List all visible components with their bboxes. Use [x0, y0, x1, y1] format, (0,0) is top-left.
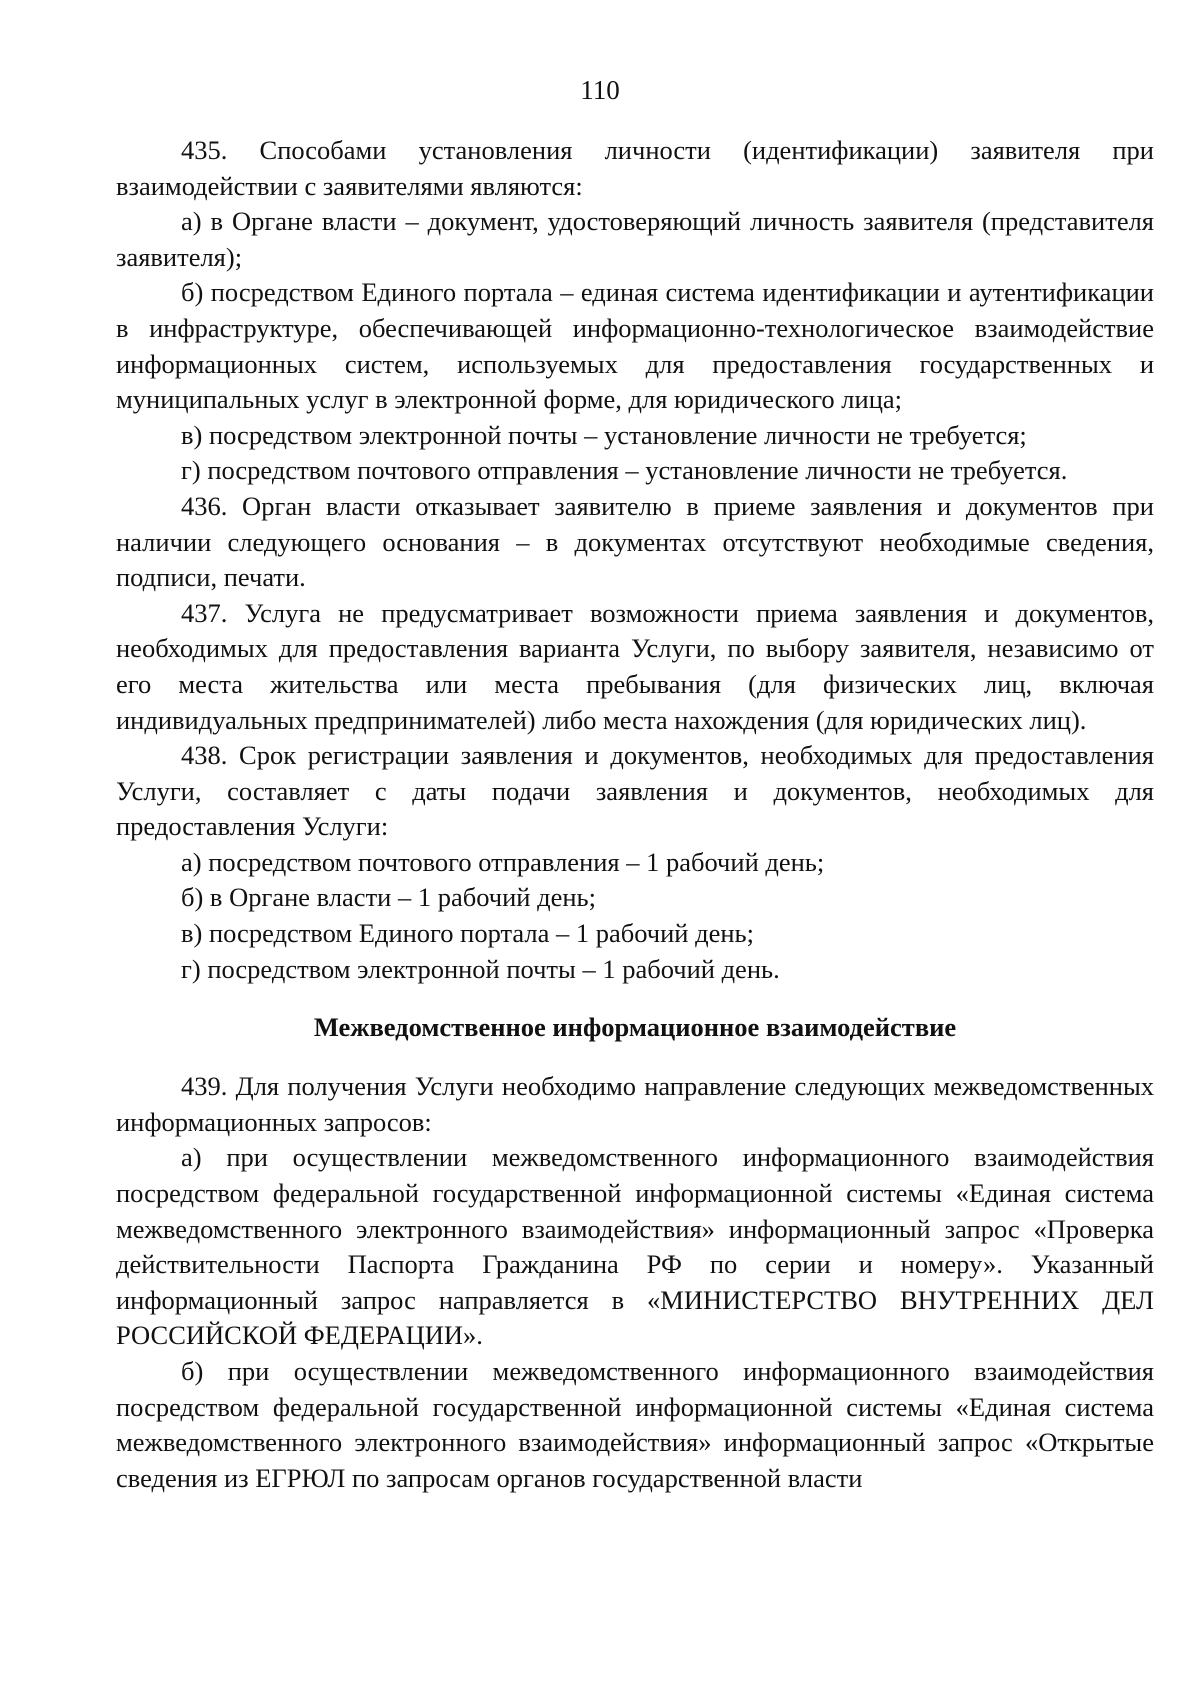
paragraph-435-a: а) в Органе власти – документ, удостоверяющий личность заявителя (представителя заявителя); [116, 206, 1154, 272]
paragraph-438-v: в) посредством Единого портала – 1 рабочий день; [181, 918, 754, 949]
paragraph-437: 437. Услуга не предусматривает возможности приема заявления и документов, необходимых для предоставления варианта Услуги, по выбору заявителя, независимо от его места жительства или места пребывания (для физических лиц, включая индивидуальных предпринимателей) либо места нахождения (для юридических лиц). [116, 597, 1154, 735]
paragraph-438: 438. Срок регистрации заявления и документов, необходимых для предоставления Услуги, составляет с даты подачи заявления и документов, необходимых для предоставления Услуги: [116, 740, 1154, 842]
page-number: 110 [580, 75, 620, 105]
paragraph-438-b: б) в Органе власти – 1 рабочий день; [181, 882, 596, 913]
document-body [116, 133, 1154, 1496]
paragraph-435-v: в) посредством электронной почты – установление личности не требуется; [181, 419, 1027, 450]
paragraph-435: 435. Способами установления личности (идентификации) заявителя при взаимодействии с заявителями являются: [116, 135, 1154, 201]
paragraph-435-g: г) посредством почтового отправления – установление личности не требуется. [181, 455, 1068, 486]
paragraph-439-a: а) при осуществлении межведомственного информационного взаимодействия посредством федеральной государственной информационной системы «Единая система межведомственного электронного взаимодействия» информационный запрос «Проверка действительности Паспорта Гражданина РФ по серии и номеру». Указанный информационный запрос направляется в «МИНИСТЕРСТВО ВНУТРЕННИХ ДЕЛ РОССИЙСКОЙ ФЕДЕРАЦИИ». [116, 1142, 1154, 1351]
paragraph-436: 436. Орган власти отказывает заявителю в приеме заявления и документов при наличии следующего основания – в документах отсутствуют необходимые сведения, подписи, печати. [116, 490, 1154, 593]
paragraph-438-g: г) посредством электронной почты – 1 рабочий день. [181, 953, 780, 984]
paragraph-435-b: б) посредством Единого портала – единая система идентификации и аутентификации в инфраструктуре, обеспечивающей информационно-технологическое взаимодействие информационных систем, используемых для предоставления государственных и муниципальных услуг в электронной форме, для юридического лица; [116, 277, 1154, 415]
paragraph-439-b: б) при осуществлении межведомственного информационного взаимодействия посредством федеральной государственной информационной системы «Единая система межведомственного электронного взаимодействия» информационный запрос «Открытые сведения из ЕГРЮЛ по запросам органов государственной власти [116, 1356, 1154, 1493]
paragraph-438-a: а) посредством почтового отправления – 1 рабочий день; [181, 846, 825, 877]
paragraph-439: 439. Для получения Услуги необходимо направление следующих межведомственных информационных запросов: [116, 1071, 1154, 1137]
section-title: Межведомственное информационное взаимодействие [313, 1012, 957, 1043]
